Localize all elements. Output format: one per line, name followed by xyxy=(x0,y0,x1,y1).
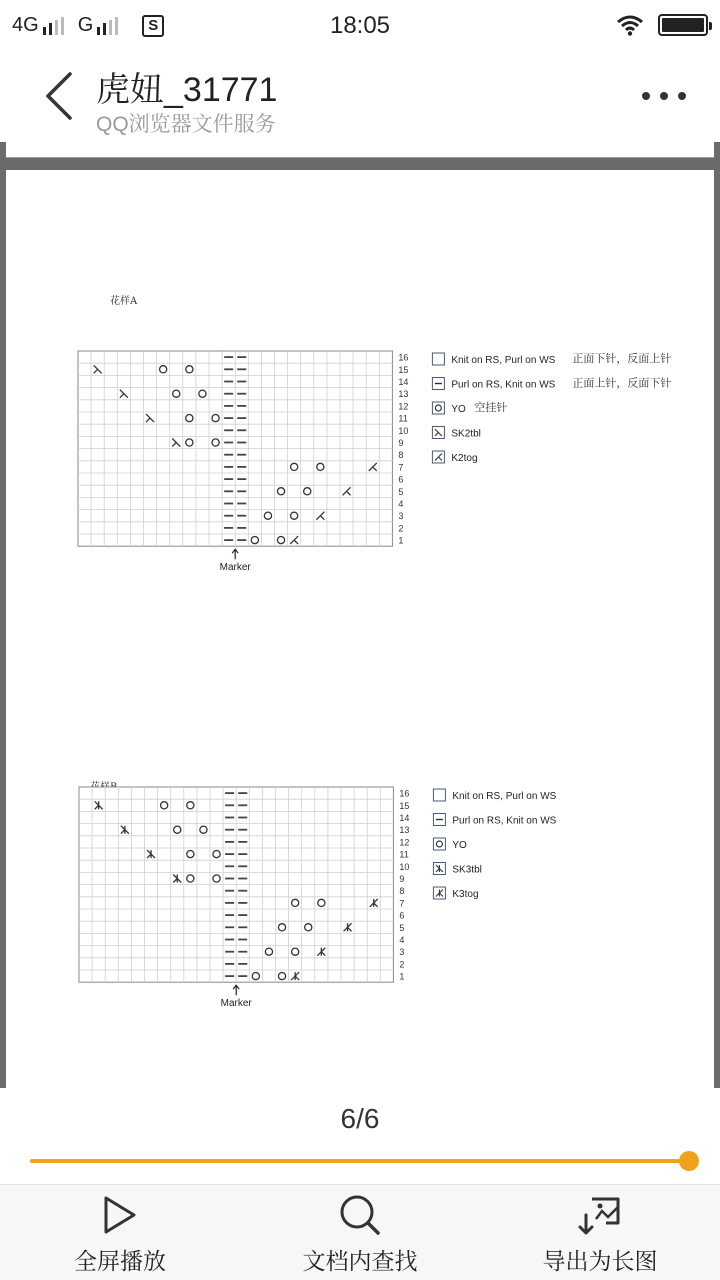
pattern-a-legend-swatch xyxy=(432,402,444,414)
sim-icon: S xyxy=(142,15,164,37)
battery-icon xyxy=(658,14,708,36)
pattern-b-row-number: 16 xyxy=(399,788,410,799)
pattern-a-row-number: 6 xyxy=(398,474,404,485)
pattern-b-row-number: 15 xyxy=(399,800,410,811)
pattern-a-row-number: 9 xyxy=(398,438,404,448)
page-indicator: 6/6 xyxy=(340,1103,380,1134)
pattern-b-row-number: 3 xyxy=(399,947,405,958)
pattern-a-row-number: 5 xyxy=(398,486,404,497)
pattern-b-row-number: 8 xyxy=(399,886,405,897)
back-arrow-icon[interactable] xyxy=(38,70,86,122)
pattern-b-row-number: 2 xyxy=(399,959,405,970)
pattern-a-label: 花样A xyxy=(110,296,138,307)
previous-page-edge xyxy=(6,142,714,158)
pattern-b-legend-swatch xyxy=(433,838,445,850)
pattern-b-row-number: 12 xyxy=(399,837,410,848)
pattern-a-legend-text: YO xyxy=(451,404,466,415)
more-dots-icon[interactable] xyxy=(642,86,686,106)
pattern-a-legend-swatch xyxy=(432,353,444,365)
network-label-2: G xyxy=(77,14,94,36)
pattern-b-row-number: 10 xyxy=(399,861,410,872)
pattern-a-row-number: 13 xyxy=(398,389,409,400)
pattern-a-legend-text: Knit on RS, Purl on WS xyxy=(451,355,556,366)
pattern-b-row-number: 14 xyxy=(399,813,410,823)
pattern-a-row-number: 1 xyxy=(398,535,404,546)
status-time: 18:05 xyxy=(329,12,391,39)
export-image-icon xyxy=(578,1193,622,1237)
pattern-a-row-number: 10 xyxy=(398,425,409,436)
pattern-b-marker-arrow xyxy=(233,985,239,995)
pattern-b-legend-text: Purl on RS, Knit on WS xyxy=(452,815,557,827)
find-in-document-button[interactable] xyxy=(240,1185,480,1280)
pattern-a-legend-note: 空挂针 xyxy=(474,401,508,414)
pattern-a-legend-note: 正面上针，反面下针 xyxy=(572,376,672,390)
pattern-b-row-number: 6 xyxy=(399,910,405,921)
search-icon xyxy=(338,1193,382,1237)
find-label: 文档内查找 xyxy=(302,1248,418,1274)
pattern-b-legend-swatch xyxy=(433,789,445,801)
pattern-a-row-number: 16 xyxy=(398,352,409,363)
page-progress-thumb[interactable] xyxy=(679,1151,699,1171)
pattern-a-row-number: 4 xyxy=(398,499,404,509)
pattern-b-marker-label: Marker xyxy=(220,998,252,1010)
pattern-b-legend-text: Knit on RS, Purl on WS xyxy=(452,791,557,802)
knitting-charts xyxy=(6,170,714,1088)
pattern-a-marker-arrow xyxy=(232,549,238,559)
pattern-b-legend-text: SK3tbl xyxy=(452,864,482,876)
pattern-b-row-number: 5 xyxy=(399,922,405,933)
bottom-toolbar xyxy=(0,1184,720,1280)
pattern-a-row-number: 8 xyxy=(398,450,404,461)
pattern-a-row-number: 3 xyxy=(398,511,404,522)
fullscreen-play-button[interactable] xyxy=(0,1185,240,1280)
pattern-a-legend-text: Purl on RS, Knit on WS xyxy=(451,379,556,391)
pattern-a-marker-label: Marker xyxy=(219,562,251,574)
pattern-b-row-number: 7 xyxy=(399,898,405,909)
pattern-a-row-number: 15 xyxy=(398,364,409,375)
pattern-b-row-number: 4 xyxy=(399,935,405,945)
wifi-icon xyxy=(616,14,644,36)
page-progress-track[interactable] xyxy=(30,1159,690,1163)
play-icon xyxy=(98,1193,142,1237)
pattern-b-row-number: 9 xyxy=(399,874,405,884)
network-label-1: 4G xyxy=(12,14,39,36)
pattern-a-legend-text: K2tog xyxy=(451,453,478,464)
file-title: 虎妞_31771 xyxy=(96,71,278,109)
status-bar xyxy=(0,0,720,52)
pattern-a-row-number: 14 xyxy=(398,377,409,387)
page-control xyxy=(0,1088,720,1184)
fullscreen-label: 全屏播放 xyxy=(74,1248,166,1274)
pattern-a-row-number: 7 xyxy=(398,462,404,473)
pattern-a-legend-text: SK2tbl xyxy=(451,428,481,440)
pattern-b-row-number: 1 xyxy=(399,971,405,982)
pattern-a-row-number: 2 xyxy=(398,523,404,534)
file-source: QQ浏览器文件服务 xyxy=(96,113,276,136)
export-label: 导出为长图 xyxy=(542,1248,658,1274)
pattern-a-legend-note: 正面下针，反面上针 xyxy=(572,352,672,365)
pattern-a-row-number: 11 xyxy=(398,413,408,424)
document-page xyxy=(6,170,714,1088)
pattern-b-row-number: 11 xyxy=(399,849,409,860)
document-viewer[interactable] xyxy=(0,142,720,1088)
pattern-b-legend-text: K3tog xyxy=(452,889,479,900)
app-header xyxy=(0,52,720,142)
pattern-b-legend-text: YO xyxy=(452,840,467,851)
status-right xyxy=(616,14,708,36)
pattern-a-row-number: 12 xyxy=(398,401,409,412)
pattern-b-row-number: 13 xyxy=(399,825,410,836)
export-long-image-button[interactable] xyxy=(480,1185,720,1280)
